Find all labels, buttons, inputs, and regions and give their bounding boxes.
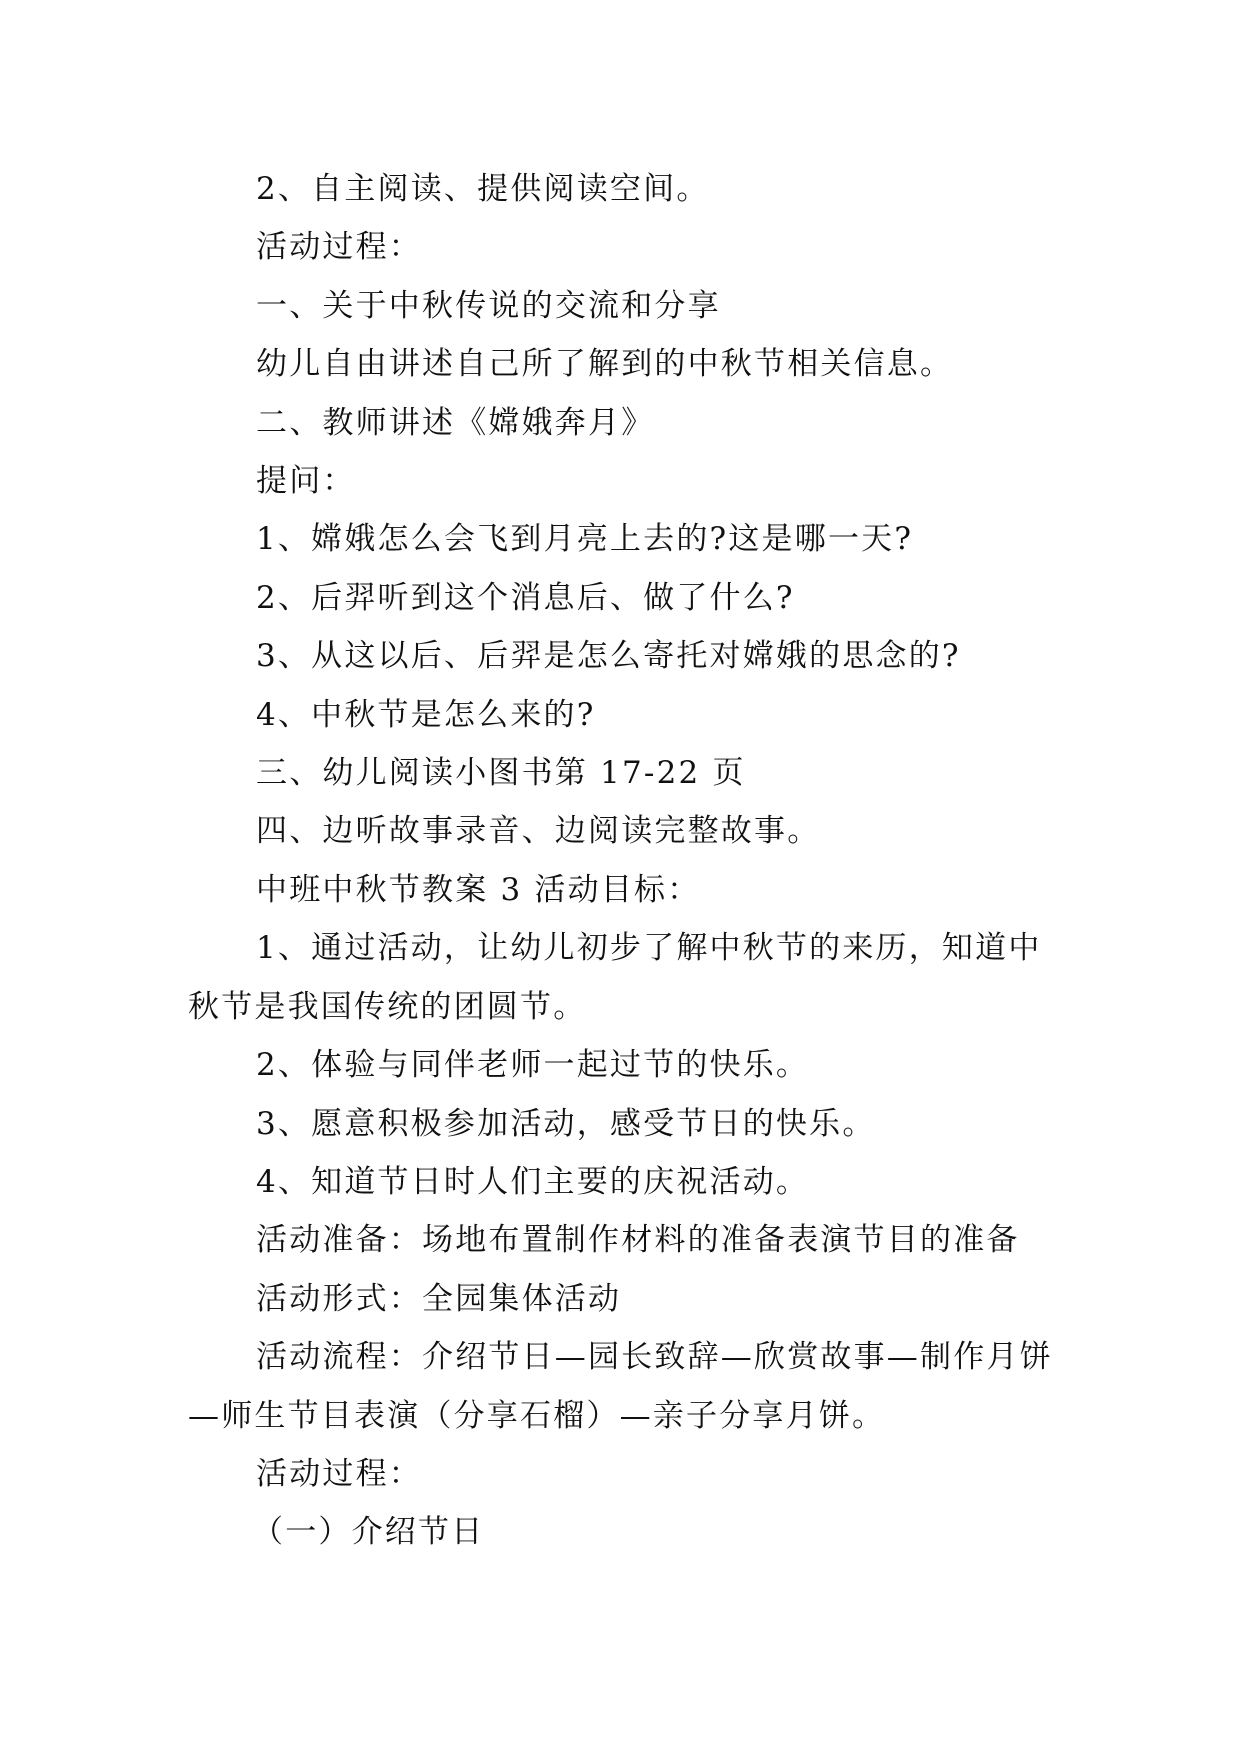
paragraph: 活动形式：全园集体活动: [256, 1280, 622, 1317]
paragraph: 三、幼儿阅读小图书第 17-22 页: [256, 755, 746, 792]
paragraph: 1、嫦娥怎么会飞到月亮上去的?这是哪一天?: [256, 521, 914, 558]
paragraph: 2、体验与同伴老师一起过节的快乐。: [256, 1047, 810, 1084]
paragraph: 3、愿意积极参加活动，感受节日的快乐。: [256, 1105, 876, 1142]
paragraph: 活动过程：: [256, 229, 422, 266]
paragraph: 3、从这以后、后羿是怎么寄托对嫦娥的思念的?: [256, 638, 961, 675]
paragraph: 一、关于中秋传说的交流和分享: [256, 287, 721, 324]
paragraph: 二、教师讲述《嫦娥奔月》: [256, 404, 655, 441]
paragraph: 活动准备：场地布置制作材料的准备表演节目的准备: [256, 1222, 1020, 1259]
document-body: [188, 160, 1064, 1562]
paragraph: 四、边听故事录音、边阅读完整故事。: [256, 813, 821, 850]
paragraph: 4、知道节日时人们主要的庆祝活动。: [256, 1163, 810, 1200]
paragraph: （一）介绍节日: [252, 1514, 485, 1551]
paragraph: 提问：: [256, 463, 356, 500]
paragraph: 4、中秋节是怎么来的?: [256, 696, 596, 733]
paragraph: 活动过程：: [256, 1455, 422, 1492]
paragraph: 2、自主阅读、提供阅读空间。: [256, 171, 710, 207]
paragraph: 活动流程：介绍节日—园长致辞—欣赏故事—制作月饼—师生节目表演（分享石榴）—亲子分享月饼。: [188, 1339, 1053, 1434]
paragraph: 1、通过活动，让幼儿初步了解中秋节的来历，知道中秋节是我国传统的团圆节。: [188, 930, 1042, 1025]
paragraph: 幼儿自由讲述自己所了解到的中秋节相关信息。: [256, 346, 954, 383]
paragraph: 中班中秋节教案 3 活动目标：: [256, 871, 701, 908]
paragraph: 2、后羿听到这个消息后、做了什么?: [256, 579, 795, 616]
